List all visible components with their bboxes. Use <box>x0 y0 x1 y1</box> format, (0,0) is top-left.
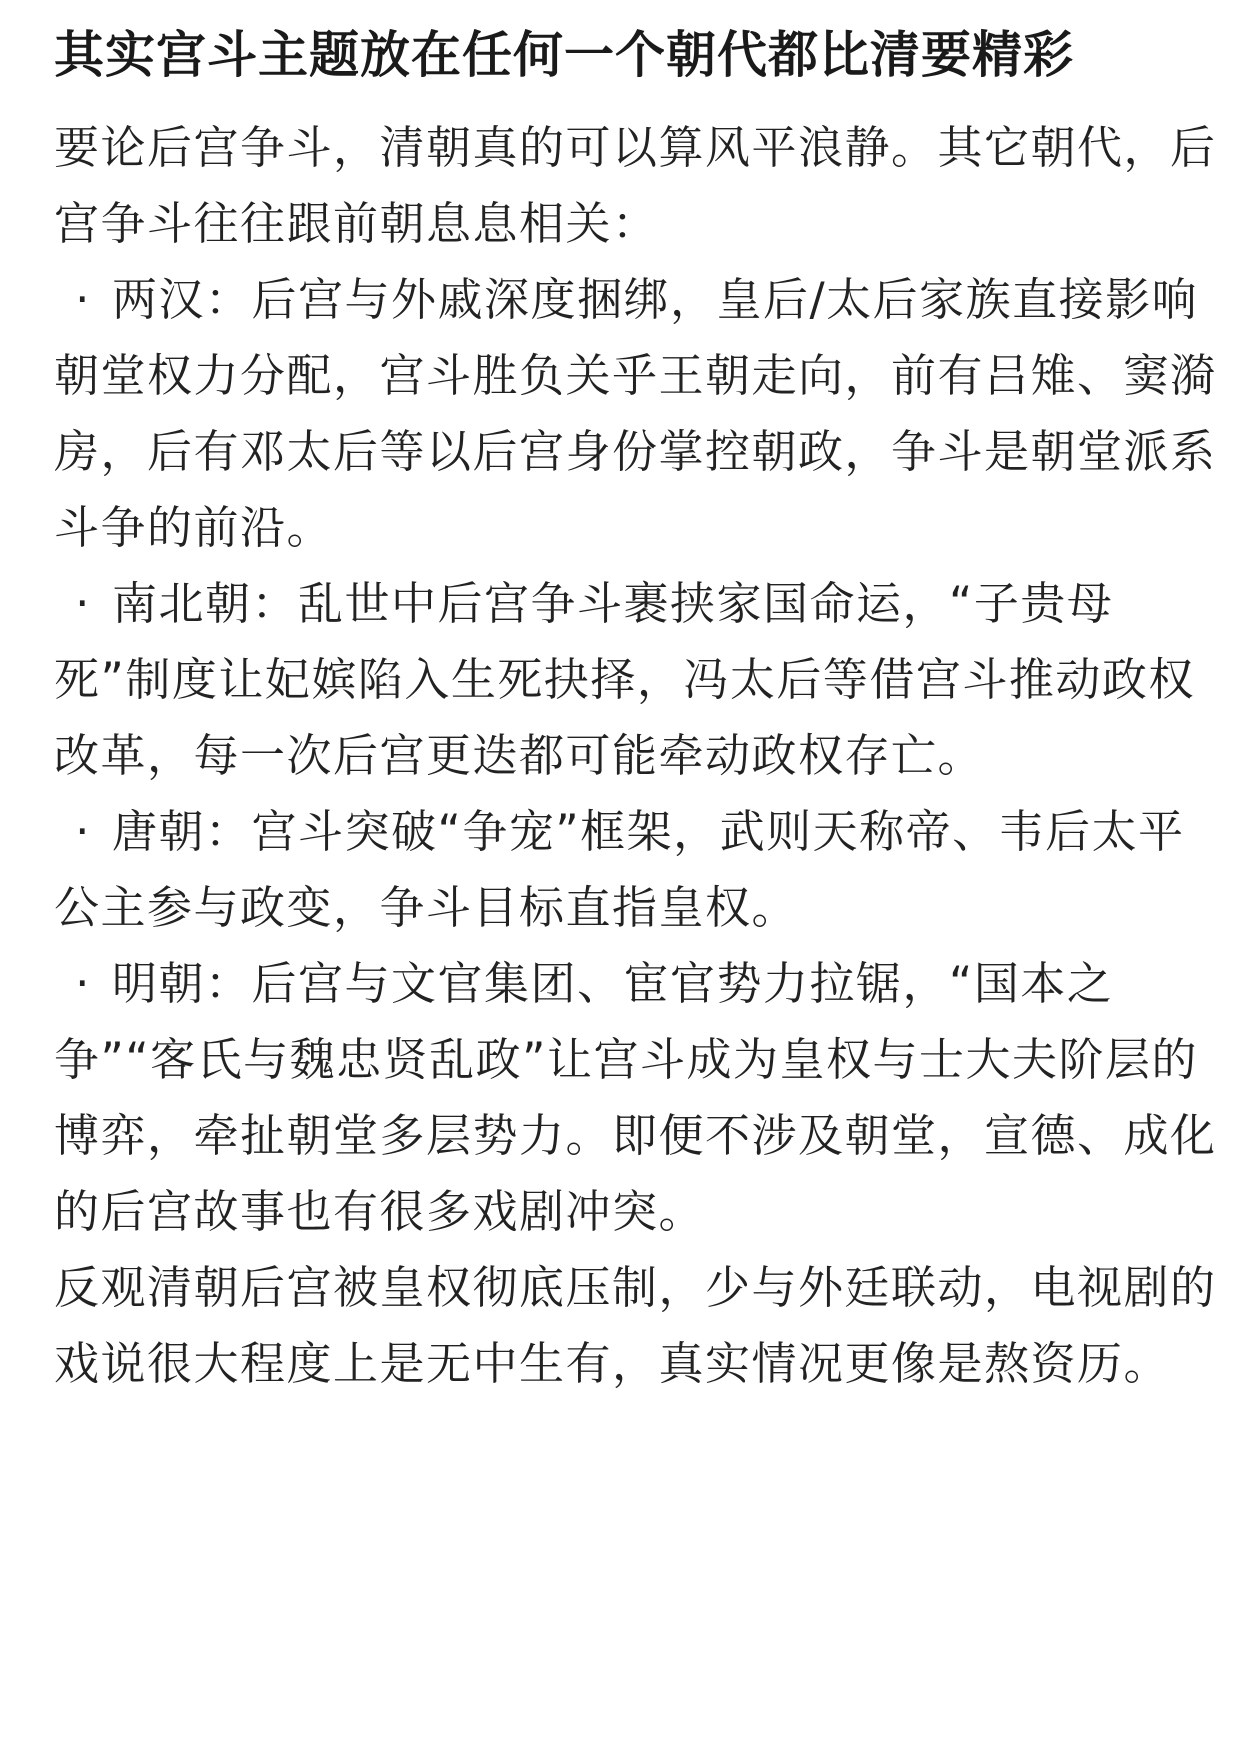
bullet-dot-icon: · <box>75 805 91 858</box>
bullet-item-northern-southern <box>54 566 1220 794</box>
article-title: 其实宫斗主题放在任何一个朝代都比清要精彩 <box>54 26 1074 84</box>
conclusion-paragraph: 反观清朝后宫被皇权彻底压制，少与外廷联动，电视剧的戏说很大程度上是无中生有，真实情况更像是熬资历。 <box>54 1261 1217 1390</box>
bullet-item-han <box>54 262 1220 566</box>
bullet-dot-icon: · <box>75 273 91 326</box>
bullet-text: 明朝：后宫与文官集团、宦官势力拉锯，“国本之争”“客氏与魏忠贤乱政”让宫斗成为皇权与士大夫阶层的博弈，牵扯朝堂多层势力。即便不涉及朝堂，宣德、成化的后宫故事也有很多戏剧冲突。 <box>54 957 1217 1238</box>
bullet-item-tang <box>54 794 1220 946</box>
bullet-dot-icon: · <box>75 957 91 1010</box>
intro-paragraph: 要论后宫争斗，清朝真的可以算风平浪静。其它朝代，后宫争斗往往跟前朝息息相关： <box>54 121 1217 250</box>
bullet-text: 唐朝：宫斗突破“争宠”框架，武则天称帝、韦后太平公主参与政变，争斗目标直指皇权。 <box>54 805 1185 934</box>
bullet-item-ming <box>54 946 1220 1250</box>
bullet-text: 南北朝：乱世中后宫争斗裹挟家国命运，“子贵母死”制度让妃嫔陷入生死抉择，冯太后等借宫斗推动政权改革，每一次后宫更迭都可能牵动政权存亡。 <box>54 577 1195 782</box>
article-body <box>54 110 1220 1402</box>
bullet-text: 两汉：后宫与外戚深度捆绑，皇后/太后家族直接影响朝堂权力分配，宫斗胜负关乎王朝走向，前有吕雉、窦漪房，后有邓太后等以后宫身份掌控朝政，争斗是朝堂派系斗争的前沿。 <box>54 273 1217 554</box>
bullet-dot-icon: · <box>75 577 91 630</box>
